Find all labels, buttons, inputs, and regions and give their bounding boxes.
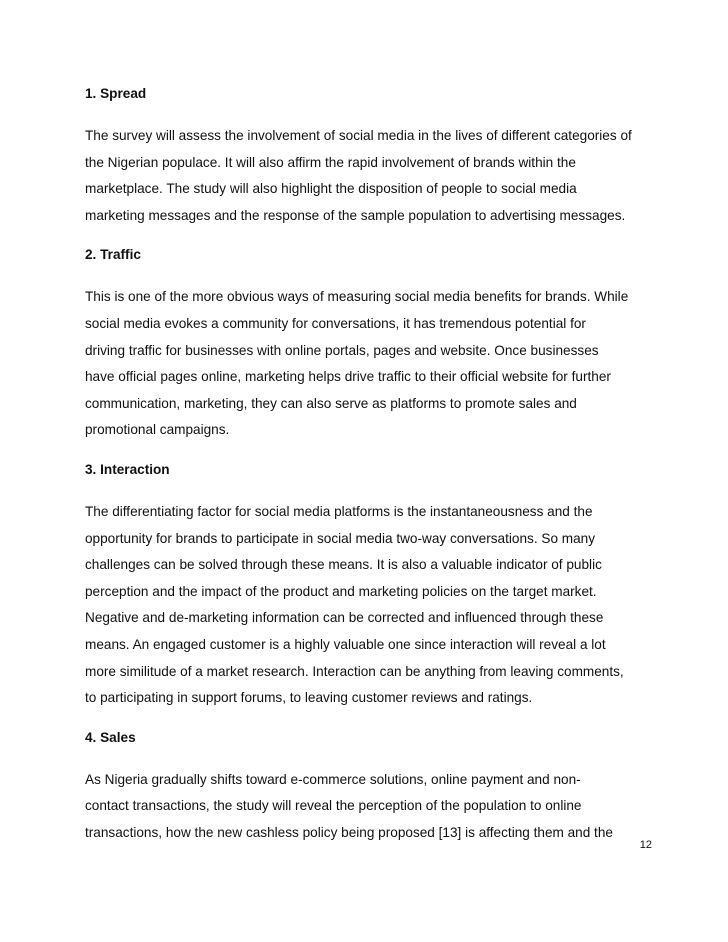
paragraph-line: promotional campaigns.: [85, 422, 230, 438]
paragraph-line: The survey will assess the involvement of social media in the lives of different categories of: [85, 128, 632, 143]
section-paragraph: [85, 284, 650, 444]
section-heading: 4. Sales: [85, 729, 136, 745]
paragraph-line: This is one of the more obvious ways of measuring social media benefits for brands. While: [85, 289, 629, 305]
paragraph-line: contact transactions, the study will reveal the perception of the population to online: [85, 798, 582, 814]
paragraph-line: perception and the impact of the product and marketing policies on the target market.: [85, 583, 597, 599]
section-heading: 1. Spread: [85, 86, 147, 101]
section-heading: 3. Interaction: [85, 461, 170, 477]
paragraph-line: means. An engaged customer is a highly valuable one since interaction will reveal a lot: [85, 636, 606, 652]
paragraph-line: the Nigerian populace. It will also affirm the rapid involvement of brands within the: [85, 154, 576, 170]
paragraph-line: more similitude of a market research. Interaction can be anything from leaving comments,: [85, 663, 624, 679]
paragraph-line: As Nigeria gradually shifts toward e-commerce solutions, online payment and non-: [85, 771, 581, 787]
paragraph-line: Negative and de-marketing information can be corrected and influenced through these: [85, 610, 604, 626]
section-interaction: [85, 460, 650, 728]
paragraph-line: social media evokes a community for conversations, it has tremendous potential for: [85, 315, 586, 331]
paragraph-line: communication, marketing, they can also serve as platforms to promote sales and: [85, 395, 577, 411]
paragraph-line: marketplace. The study will also highlight the disposition of people to social media: [85, 181, 577, 197]
paragraph-line: opportunity for brands to participate in social media two-way conversations. So many: [85, 530, 596, 546]
page-content: [85, 84, 650, 846]
paragraph-line: challenges can be solved through these means. It is also a valuable indicator of public: [85, 557, 602, 573]
paragraph-line: to participating in support forums, to leaving customer reviews and ratings.: [85, 690, 533, 706]
section-sales: [85, 728, 650, 847]
section-paragraph: [85, 767, 650, 847]
section-spread: [85, 84, 650, 245]
paragraph-line: have official pages online, marketing helps drive traffic to their official website for further: [85, 369, 611, 385]
page-number: 12: [639, 839, 652, 851]
section-traffic: [85, 245, 650, 460]
section-paragraph: [85, 499, 650, 712]
paragraph-line: driving traffic for businesses with online portals, pages and website. Once businesses: [85, 342, 599, 358]
section-paragraph: [85, 123, 650, 229]
paragraph-line: marketing messages and the response of the sample population to advertising messages.: [85, 207, 626, 223]
paragraph-line: The differentiating factor for social media platforms is the instantaneousness and the: [85, 503, 593, 519]
section-heading: 2. Traffic: [85, 247, 141, 263]
paragraph-line: transactions, how the new cashless policy being proposed [13] is affecting them and the: [85, 824, 613, 840]
